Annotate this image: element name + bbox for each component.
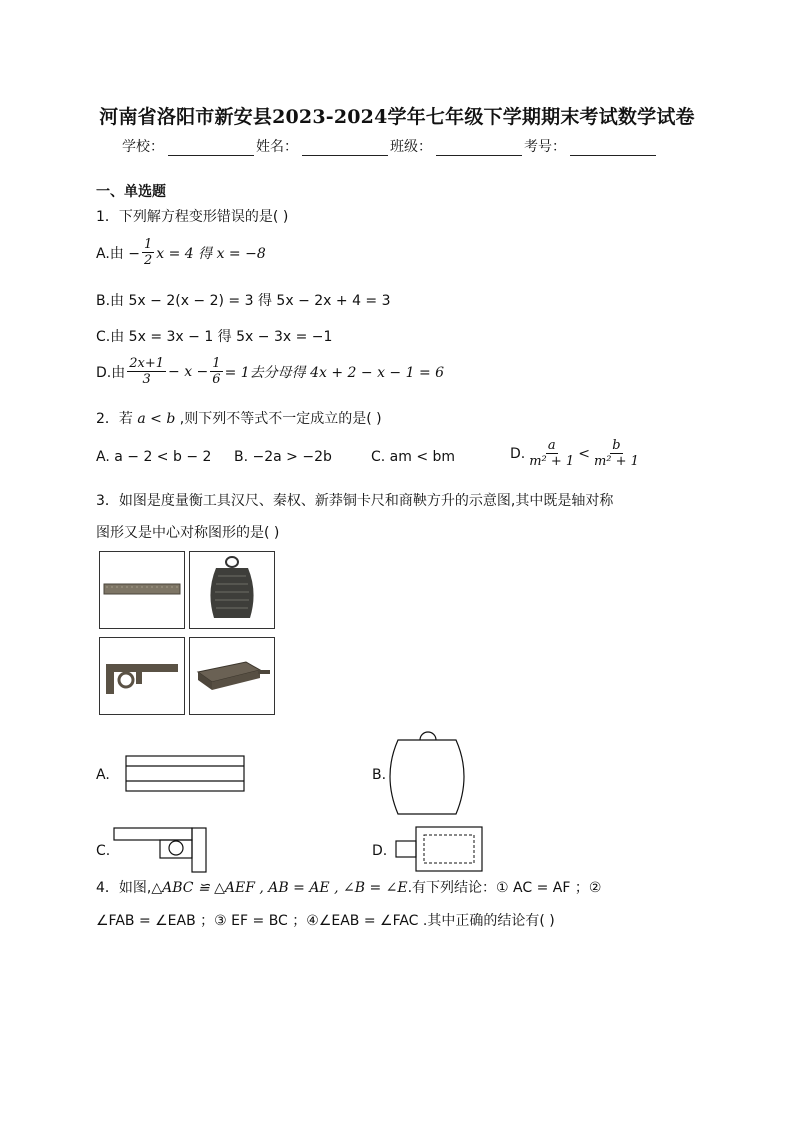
page-title: 河南省洛阳市新安县2023-2024学年七年级下学期期末考试数学试卷 [99,106,695,128]
q1-option-b: B.由 5x − 2(x − 2) = 3 得 5x − 2x + 4 = 3 [96,293,391,309]
section-heading: 一、单选题 [96,184,166,200]
q4-line1-math: △ABC ≌ △AEF , AB = AE , ∠B = ∠E [151,880,408,896]
q2-d-denominator-1: m² + 1 [529,454,575,469]
q1-a-numerator: 1 [143,237,153,252]
q2-stem-math: a < b [137,411,176,427]
q1-d-denominator-2: 6 [212,372,221,387]
exam-number-label: 考号： [524,139,566,155]
q1-a-post: x = 4 得 x = −8 [156,245,266,262]
q2-d-relation: < [578,445,590,462]
q3-option-d-label: D. [372,843,388,859]
q3-option-c-caliper-figure [112,826,210,874]
q1-option-a [96,237,266,268]
q2-d-numerator-1: a [547,438,556,453]
q4-line1-post: .有下列结论：① AC = AF ；② [407,880,602,896]
qin-weight-photo [189,551,275,629]
q1-stem: 1．下列解方程变形错误的是( ) [96,209,289,225]
q1-d-fraction-2 [210,356,222,387]
q2-d-numerator-2: b [612,438,621,453]
q1-option-c: C.由 5x = 3x − 1 得 5x − 3x = −1 [96,329,333,345]
q1-a-pre: A.由 − [96,245,140,262]
q4-line1-pre: 4．如图, [96,880,152,896]
q2-d-denominator-2: m² + 1 [593,454,639,469]
q3-option-d-sheng-figure [394,825,486,873]
q3-option-a-ruler-figure [124,754,246,794]
q3-option-c-label: C. [96,843,111,859]
q4-stem-line2: ∠FAB = ∠EAB ；③ EF = BC ；④∠EAB = ∠FAC .其中正确的结论有( ) [96,913,555,929]
q2-d-fraction-2 [592,438,641,469]
q3-stem-line2: 图形又是中心对称图形的是( ) [96,525,280,541]
q1-d-denominator-1: 3 [142,372,151,387]
q1-d-fraction-1 [127,356,166,387]
q2-d-pre: D. [510,445,526,462]
han-ruler-photo [99,551,185,629]
q2-option-a: A. a − 2 < b − 2 [96,449,212,465]
school-label: 学校： [122,139,164,155]
q2-option-c: C. am < bm [371,449,456,465]
q1-a-denominator: 2 [143,253,153,268]
school-blank [168,141,254,156]
class-label: 班级： [390,139,432,155]
q3-stem-line1: 3．如图是度量衡工具汉尺、秦权、新莽铜卡尺和商鞅方升的示意图,其中既是轴对称 [96,493,614,509]
q2-stem-post: ,则下列不等式不一定成立的是( ) [179,411,382,427]
q4-stem-line1 [96,877,601,897]
q3-option-b-label: B. [372,767,387,783]
q2-stem [96,408,382,428]
q1-a-fraction [142,237,154,268]
shang-yang-sheng-photo [189,637,275,715]
name-blank [302,141,388,156]
q2-option-b: B. −2a > −2b [234,449,332,465]
q3-option-a-label: A. [96,767,110,783]
bronze-caliper-photo [99,637,185,715]
q1-d-pre: D.由 [96,364,126,381]
q2-stem-pre: 2．若 [96,411,133,427]
q1-option-d [96,356,444,387]
q1-d-post: = 1去分母得 4x + 2 − x − 1 = 6 [224,364,445,381]
name-label: 姓名： [256,139,298,155]
student-info-line [122,136,658,156]
q1-d-mid: − x − [168,363,209,380]
class-blank [436,141,522,156]
q3-option-b-weight-figure [386,728,466,824]
q2-d-fraction-1 [527,438,576,469]
q1-d-numerator-1: 2x+1 [129,356,165,371]
q1-d-numerator-2: 1 [212,356,221,371]
q2-option-d [510,438,643,469]
exam-number-blank [570,141,656,156]
